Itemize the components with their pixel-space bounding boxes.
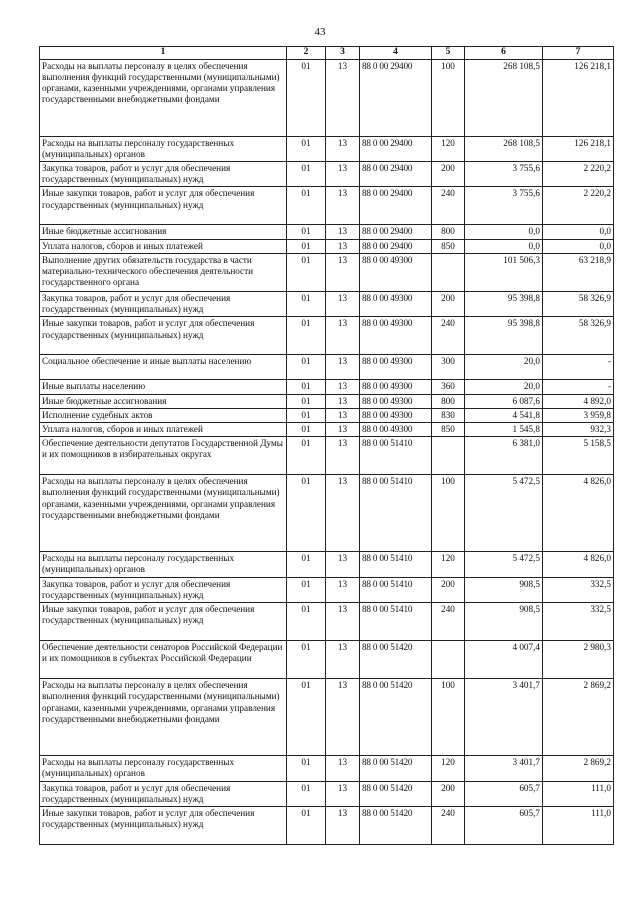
row-amount-actual: 4 826,0 bbox=[543, 475, 614, 552]
row-amount-plan: 268 108,5 bbox=[465, 59, 543, 136]
table-row bbox=[40, 806, 614, 844]
row-expense-type: 100 bbox=[432, 475, 465, 552]
row-name: Расходы на выплаты персоналу государственных (муниципальных) органов bbox=[40, 136, 287, 161]
row-section: 01 bbox=[287, 603, 326, 641]
row-target-article: 88 0 00 29400 bbox=[360, 239, 432, 253]
row-amount-actual: 0,0 bbox=[543, 239, 614, 253]
table-row bbox=[40, 577, 614, 602]
column-header-3: 3 bbox=[326, 47, 360, 60]
row-amount-plan: 20,0 bbox=[465, 380, 543, 394]
row-name: Уплата налогов, сборов и иных платежей bbox=[40, 239, 287, 253]
row-name: Иные закупки товаров, работ и услуг для обеспечения государственных (муниципальных) нужд bbox=[40, 317, 287, 355]
row-section: 01 bbox=[287, 225, 326, 239]
row-section: 01 bbox=[287, 577, 326, 602]
row-amount-plan: 101 506,3 bbox=[465, 253, 543, 291]
row-subsection: 13 bbox=[326, 679, 360, 756]
row-expense-type: 850 bbox=[432, 239, 465, 253]
row-subsection: 13 bbox=[326, 136, 360, 161]
row-amount-actual: 126 218,1 bbox=[543, 59, 614, 136]
row-expense-type: 120 bbox=[432, 756, 465, 781]
row-amount-plan: 3 401,7 bbox=[465, 756, 543, 781]
table-row bbox=[40, 291, 614, 316]
row-section: 01 bbox=[287, 187, 326, 225]
table-row bbox=[40, 162, 614, 187]
row-name: Закупка товаров, работ и услуг для обеспечения государственных (муниципальных) нужд bbox=[40, 577, 287, 602]
row-name: Иные закупки товаров, работ и услуг для обеспечения государственных (муниципальных) нужд bbox=[40, 806, 287, 844]
table-row bbox=[40, 552, 614, 577]
row-section: 01 bbox=[287, 552, 326, 577]
row-expense-type: 200 bbox=[432, 781, 465, 806]
row-target-article: 88 0 00 29400 bbox=[360, 162, 432, 187]
row-expense-type: 240 bbox=[432, 317, 465, 355]
row-subsection: 13 bbox=[326, 317, 360, 355]
row-name: Расходы на выплаты персоналу государственных (муниципальных) органов bbox=[40, 552, 287, 577]
table-row bbox=[40, 641, 614, 679]
table-row bbox=[40, 317, 614, 355]
row-name: Иные бюджетные ассигнования bbox=[40, 225, 287, 239]
budget-table bbox=[39, 46, 614, 845]
row-subsection: 13 bbox=[326, 756, 360, 781]
row-subsection: 13 bbox=[326, 475, 360, 552]
row-name: Иные бюджетные ассигнования bbox=[40, 394, 287, 408]
row-amount-plan: 20,0 bbox=[465, 355, 543, 380]
row-subsection: 13 bbox=[326, 291, 360, 316]
row-section: 01 bbox=[287, 59, 326, 136]
row-name: Обеспечение деятельности депутатов Государственной Думы и их помощников в избирательных округах bbox=[40, 437, 287, 475]
row-expense-type: 800 bbox=[432, 394, 465, 408]
row-target-article: 88 0 00 29400 bbox=[360, 136, 432, 161]
row-target-article: 88 0 00 51420 bbox=[360, 679, 432, 756]
row-subsection: 13 bbox=[326, 552, 360, 577]
row-amount-actual: - bbox=[543, 380, 614, 394]
row-amount-actual: 63 218,9 bbox=[543, 253, 614, 291]
row-subsection: 13 bbox=[326, 641, 360, 679]
row-name: Иные закупки товаров, работ и услуг для обеспечения государственных (муниципальных) нужд bbox=[40, 603, 287, 641]
row-amount-plan: 605,7 bbox=[465, 806, 543, 844]
table-row bbox=[40, 422, 614, 436]
row-subsection: 13 bbox=[326, 380, 360, 394]
table-row bbox=[40, 225, 614, 239]
row-expense-type: 200 bbox=[432, 291, 465, 316]
row-target-article: 88 0 00 49300 bbox=[360, 422, 432, 436]
row-amount-actual: 5 158,5 bbox=[543, 437, 614, 475]
row-name: Иные выплаты населению bbox=[40, 380, 287, 394]
row-amount-plan: 3 755,6 bbox=[465, 187, 543, 225]
row-section: 01 bbox=[287, 394, 326, 408]
row-amount-actual: 58 326,9 bbox=[543, 317, 614, 355]
row-amount-plan: 3 755,6 bbox=[465, 162, 543, 187]
row-expense-type: 850 bbox=[432, 422, 465, 436]
column-header-2: 2 bbox=[287, 47, 326, 60]
row-target-article: 88 0 00 51410 bbox=[360, 603, 432, 641]
row-subsection: 13 bbox=[326, 59, 360, 136]
row-name: Закупка товаров, работ и услуг для обеспечения государственных (муниципальных) нужд bbox=[40, 162, 287, 187]
row-section: 01 bbox=[287, 408, 326, 422]
table-row bbox=[40, 475, 614, 552]
row-amount-actual: 2 869,2 bbox=[543, 756, 614, 781]
row-amount-actual: 2 869,2 bbox=[543, 679, 614, 756]
row-subsection: 13 bbox=[326, 225, 360, 239]
row-amount-actual: 332,5 bbox=[543, 603, 614, 641]
row-amount-actual: 2 220,2 bbox=[543, 187, 614, 225]
row-amount-plan: 4 007,4 bbox=[465, 641, 543, 679]
row-name: Исполнение судебных актов bbox=[40, 408, 287, 422]
row-target-article: 88 0 00 51420 bbox=[360, 781, 432, 806]
row-amount-plan: 0,0 bbox=[465, 239, 543, 253]
row-amount-actual: 111,0 bbox=[543, 781, 614, 806]
table-row bbox=[40, 679, 614, 756]
row-amount-actual: 58 326,9 bbox=[543, 291, 614, 316]
row-amount-actual: 4 892,0 bbox=[543, 394, 614, 408]
row-expense-type bbox=[432, 641, 465, 679]
row-name: Расходы на выплаты персоналу в целях обеспечения выполнения функций государственными (муниципальными) органами, казенными учреждениями, органами управления государственными внебюджетными фондами bbox=[40, 59, 287, 136]
row-subsection: 13 bbox=[326, 577, 360, 602]
row-target-article: 88 0 00 51420 bbox=[360, 641, 432, 679]
row-target-article: 88 0 00 49300 bbox=[360, 253, 432, 291]
row-expense-type bbox=[432, 253, 465, 291]
row-section: 01 bbox=[287, 679, 326, 756]
row-amount-plan: 95 398,8 bbox=[465, 317, 543, 355]
row-expense-type: 830 bbox=[432, 408, 465, 422]
row-amount-actual: 2 220,2 bbox=[543, 162, 614, 187]
row-name: Закупка товаров, работ и услуг для обеспечения государственных (муниципальных) нужд bbox=[40, 291, 287, 316]
row-amount-actual: - bbox=[543, 355, 614, 380]
column-header-6: 6 bbox=[465, 47, 543, 60]
row-section: 01 bbox=[287, 781, 326, 806]
table-row bbox=[40, 408, 614, 422]
row-amount-actual: 4 826,0 bbox=[543, 552, 614, 577]
table-row bbox=[40, 781, 614, 806]
row-section: 01 bbox=[287, 253, 326, 291]
row-amount-actual: 111,0 bbox=[543, 806, 614, 844]
row-name: Обеспечение деятельности сенаторов Российской Федерации и их помощников в субъектах Российской Федерации bbox=[40, 641, 287, 679]
column-header-4: 4 bbox=[360, 47, 432, 60]
row-section: 01 bbox=[287, 806, 326, 844]
row-target-article: 88 0 00 29400 bbox=[360, 225, 432, 239]
row-amount-plan: 268 108,5 bbox=[465, 136, 543, 161]
row-target-article: 88 0 00 51410 bbox=[360, 577, 432, 602]
row-name: Иные закупки товаров, работ и услуг для обеспечения государственных (муниципальных) нужд bbox=[40, 187, 287, 225]
row-amount-plan: 95 398,8 bbox=[465, 291, 543, 316]
row-expense-type: 300 bbox=[432, 355, 465, 380]
row-expense-type: 120 bbox=[432, 552, 465, 577]
table-row bbox=[40, 59, 614, 136]
row-section: 01 bbox=[287, 756, 326, 781]
row-expense-type: 240 bbox=[432, 603, 465, 641]
row-subsection: 13 bbox=[326, 239, 360, 253]
table-row bbox=[40, 603, 614, 641]
table-row bbox=[40, 756, 614, 781]
row-target-article: 88 0 00 29400 bbox=[360, 59, 432, 136]
row-target-article: 88 0 00 49300 bbox=[360, 355, 432, 380]
row-subsection: 13 bbox=[326, 253, 360, 291]
row-amount-actual: 2 980,3 bbox=[543, 641, 614, 679]
row-subsection: 13 bbox=[326, 603, 360, 641]
row-expense-type bbox=[432, 437, 465, 475]
row-expense-type: 800 bbox=[432, 225, 465, 239]
row-amount-actual: 0,0 bbox=[543, 225, 614, 239]
row-target-article: 88 0 00 49300 bbox=[360, 380, 432, 394]
row-amount-plan: 4 541,8 bbox=[465, 408, 543, 422]
row-subsection: 13 bbox=[326, 187, 360, 225]
row-target-article: 88 0 00 49300 bbox=[360, 394, 432, 408]
table-row bbox=[40, 187, 614, 225]
row-amount-plan: 908,5 bbox=[465, 603, 543, 641]
table-row bbox=[40, 136, 614, 161]
row-expense-type: 240 bbox=[432, 187, 465, 225]
row-target-article: 88 0 00 29400 bbox=[360, 187, 432, 225]
table-row bbox=[40, 253, 614, 291]
row-amount-actual: 3 959,8 bbox=[543, 408, 614, 422]
row-section: 01 bbox=[287, 355, 326, 380]
row-target-article: 88 0 00 51420 bbox=[360, 806, 432, 844]
row-section: 01 bbox=[287, 291, 326, 316]
row-subsection: 13 bbox=[326, 422, 360, 436]
row-section: 01 bbox=[287, 475, 326, 552]
row-name: Выполнение других обязательств государства в части материально-технического обеспечения деятельности государственного органа bbox=[40, 253, 287, 291]
row-expense-type: 120 bbox=[432, 136, 465, 161]
row-target-article: 88 0 00 49300 bbox=[360, 317, 432, 355]
row-expense-type: 200 bbox=[432, 577, 465, 602]
row-amount-actual: 126 218,1 bbox=[543, 136, 614, 161]
row-amount-plan: 1 545,8 bbox=[465, 422, 543, 436]
row-amount-plan: 5 472,5 bbox=[465, 552, 543, 577]
row-subsection: 13 bbox=[326, 806, 360, 844]
row-amount-plan: 0,0 bbox=[465, 225, 543, 239]
row-name: Расходы на выплаты персоналу в целях обеспечения выполнения функций государственными (муниципальными) органами, казенными учреждениями, органами управления государственными внебюджетными фондами bbox=[40, 679, 287, 756]
row-expense-type: 360 bbox=[432, 380, 465, 394]
row-name: Закупка товаров, работ и услуг для обеспечения государственных (муниципальных) нужд bbox=[40, 781, 287, 806]
row-subsection: 13 bbox=[326, 394, 360, 408]
row-target-article: 88 0 00 51420 bbox=[360, 756, 432, 781]
page-number: 43 bbox=[314, 26, 326, 38]
column-header-5: 5 bbox=[432, 47, 465, 60]
row-subsection: 13 bbox=[326, 162, 360, 187]
row-amount-plan: 6 087,6 bbox=[465, 394, 543, 408]
row-target-article: 88 0 00 49300 bbox=[360, 408, 432, 422]
row-subsection: 13 bbox=[326, 437, 360, 475]
row-target-article: 88 0 00 51410 bbox=[360, 552, 432, 577]
table-header-row bbox=[40, 47, 614, 60]
row-amount-plan: 3 401,7 bbox=[465, 679, 543, 756]
row-subsection: 13 bbox=[326, 408, 360, 422]
column-header-7: 7 bbox=[543, 47, 614, 60]
row-section: 01 bbox=[287, 437, 326, 475]
row-target-article: 88 0 00 51410 bbox=[360, 475, 432, 552]
row-amount-actual: 332,5 bbox=[543, 577, 614, 602]
row-amount-plan: 5 472,5 bbox=[465, 475, 543, 552]
row-name: Расходы на выплаты персоналу в целях обеспечения выполнения функций государственными (муниципальными) органами, казенными учреждениями, органами управления государственными внебюджетными фондами bbox=[40, 475, 287, 552]
row-section: 01 bbox=[287, 422, 326, 436]
table-row bbox=[40, 355, 614, 380]
row-expense-type: 200 bbox=[432, 162, 465, 187]
row-name: Социальное обеспечение и иные выплаты населению bbox=[40, 355, 287, 380]
table-row bbox=[40, 239, 614, 253]
row-target-article: 88 0 00 49300 bbox=[360, 291, 432, 316]
table-row bbox=[40, 394, 614, 408]
row-name: Уплата налогов, сборов и иных платежей bbox=[40, 422, 287, 436]
row-expense-type: 100 bbox=[432, 59, 465, 136]
row-amount-plan: 6 381,0 bbox=[465, 437, 543, 475]
row-expense-type: 240 bbox=[432, 806, 465, 844]
row-section: 01 bbox=[287, 641, 326, 679]
row-section: 01 bbox=[287, 239, 326, 253]
row-name: Расходы на выплаты персоналу государственных (муниципальных) органов bbox=[40, 756, 287, 781]
row-target-article: 88 0 00 51410 bbox=[360, 437, 432, 475]
table-row bbox=[40, 380, 614, 394]
table-row bbox=[40, 437, 614, 475]
row-amount-plan: 908,5 bbox=[465, 577, 543, 602]
column-header-1: 1 bbox=[40, 47, 287, 60]
row-section: 01 bbox=[287, 317, 326, 355]
row-section: 01 bbox=[287, 380, 326, 394]
row-subsection: 13 bbox=[326, 355, 360, 380]
row-subsection: 13 bbox=[326, 781, 360, 806]
row-expense-type: 100 bbox=[432, 679, 465, 756]
row-amount-plan: 605,7 bbox=[465, 781, 543, 806]
row-amount-actual: 932,3 bbox=[543, 422, 614, 436]
row-section: 01 bbox=[287, 136, 326, 161]
row-section: 01 bbox=[287, 162, 326, 187]
